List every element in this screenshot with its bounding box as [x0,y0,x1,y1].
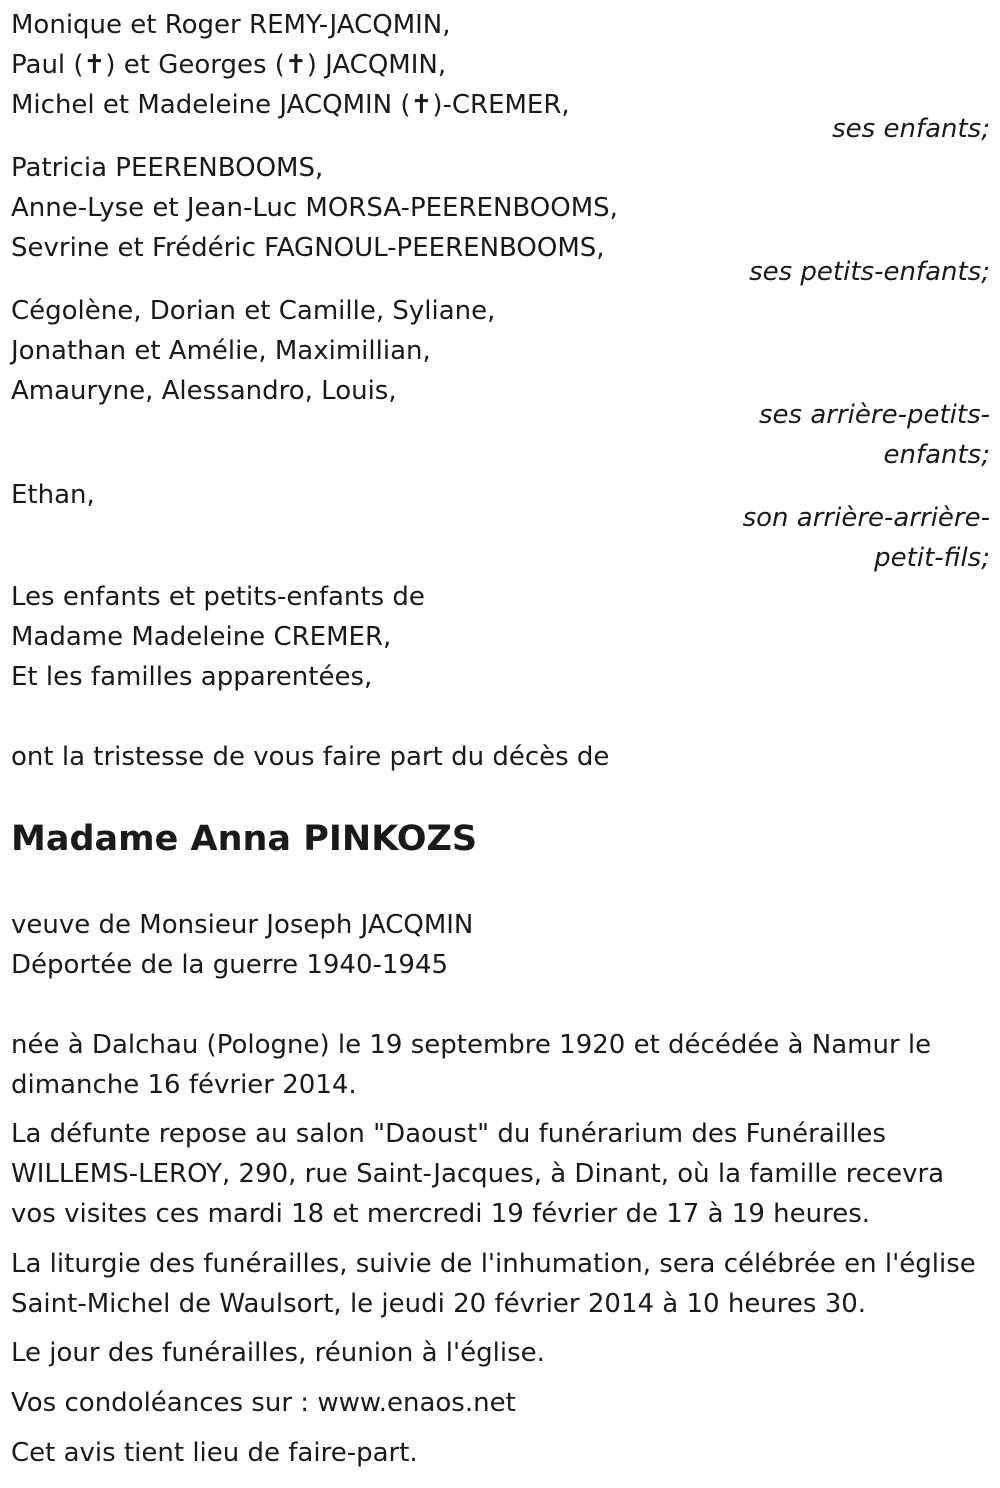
great-grandchildren-names [11,291,991,411]
great-grandchildren-role-line: ses arrière-petits- [759,400,990,430]
visitation-line: WILLEMS-LEROY, 290, rue Saint-Jacques, à Dinant, où la famille recevra [11,1159,945,1189]
condolences-line: Vos condoléances sur : www.enaos.net [11,1388,516,1418]
children-role: ses enfants; [832,114,990,144]
visitation-paragraph [11,1114,991,1234]
great-grandchildren-line: Amauryne, Alessandro, Louis, [11,376,397,406]
grandchildren-names [11,148,991,268]
other-relatives [11,577,991,697]
meeting-paragraph [11,1333,991,1373]
birth-death-line: dimanche 16 février 2014. [11,1070,357,1100]
great-grandchildren-role-line: enfants; [883,440,990,470]
liturgy-line: La liturgie des funérailles, suivie de l'inhumation, sera célébrée en l'église [11,1249,976,1279]
visitation-line: vos visites ces mardi 18 et mercredi 19 février de 17 à 19 heures. [11,1199,871,1229]
children-line: Paul (✝) et Georges (✝) JACQMIN, [11,50,447,80]
grandchildren-line: Anne-Lyse et Jean-Luc MORSA-PEERENBOOMS, [11,193,618,223]
grandchildren-line: Patricia PEERENBOOMS, [11,153,324,183]
other-relatives-line: Les enfants et petits-enfants de [11,582,425,612]
meeting-line: Le jour des funérailles, réunion à l'église. [11,1338,545,1368]
deported-line: Déportée de la guerre 1940-1945 [11,950,449,980]
liturgy-paragraph [11,1244,991,1324]
great-grandchildren-role [759,395,990,475]
grandchildren-line: Sevrine et Frédéric FAGNOUL-PEERENBOOMS, [11,233,605,263]
deceased-name: Madame Anna PINKOZS [11,819,478,859]
liturgy-line: Saint-Michel de Waulsort, le jeudi 20 février 2014 à 10 heures 30. [11,1289,867,1319]
great-great-grandchild-role-line: petit-fils; [874,543,990,573]
children-line: Monique et Roger REMY-JACQMIN, [11,10,451,40]
great-great-grandchild-role [743,498,990,578]
great-grandchildren-line: Jonathan et Amélie, Maximillian, [11,336,431,366]
great-great-grandchild-role-line: son arrière-arrière- [742,503,990,533]
deceased-details [11,905,991,985]
widow-of-line: veuve de Monsieur Joseph JACQMIN [11,910,474,940]
notice-paragraph [11,1433,991,1473]
children-line: Michel et Madeleine JACQMIN (✝)-CREMER, [11,90,570,120]
grandchildren-role: ses petits-enfants; [749,257,990,287]
other-relatives-line: Et les familles apparentées, [11,662,373,692]
notice-line: Cet avis tient lieu de faire-part. [11,1438,418,1468]
announcement [11,737,991,777]
birth-death-line: née à Dalchau (Pologne) le 19 septembre 1920 et décédée à Namur le [11,1030,932,1060]
other-relatives-line: Madame Madeleine CREMER, [11,622,392,652]
great-grandchildren-line: Cégolène, Dorian et Camille, Syliane, [11,296,496,326]
great-great-grandchild-line: Ethan, [11,480,95,510]
birth-death-paragraph [11,1025,991,1105]
visitation-line: La défunte repose au salon "Daoust" du funérarium des Funérailles [11,1119,886,1149]
children-names [11,5,991,125]
announcement-line: ont la tristesse de vous faire part du décès de [11,742,610,772]
condolences-paragraph [11,1383,991,1423]
